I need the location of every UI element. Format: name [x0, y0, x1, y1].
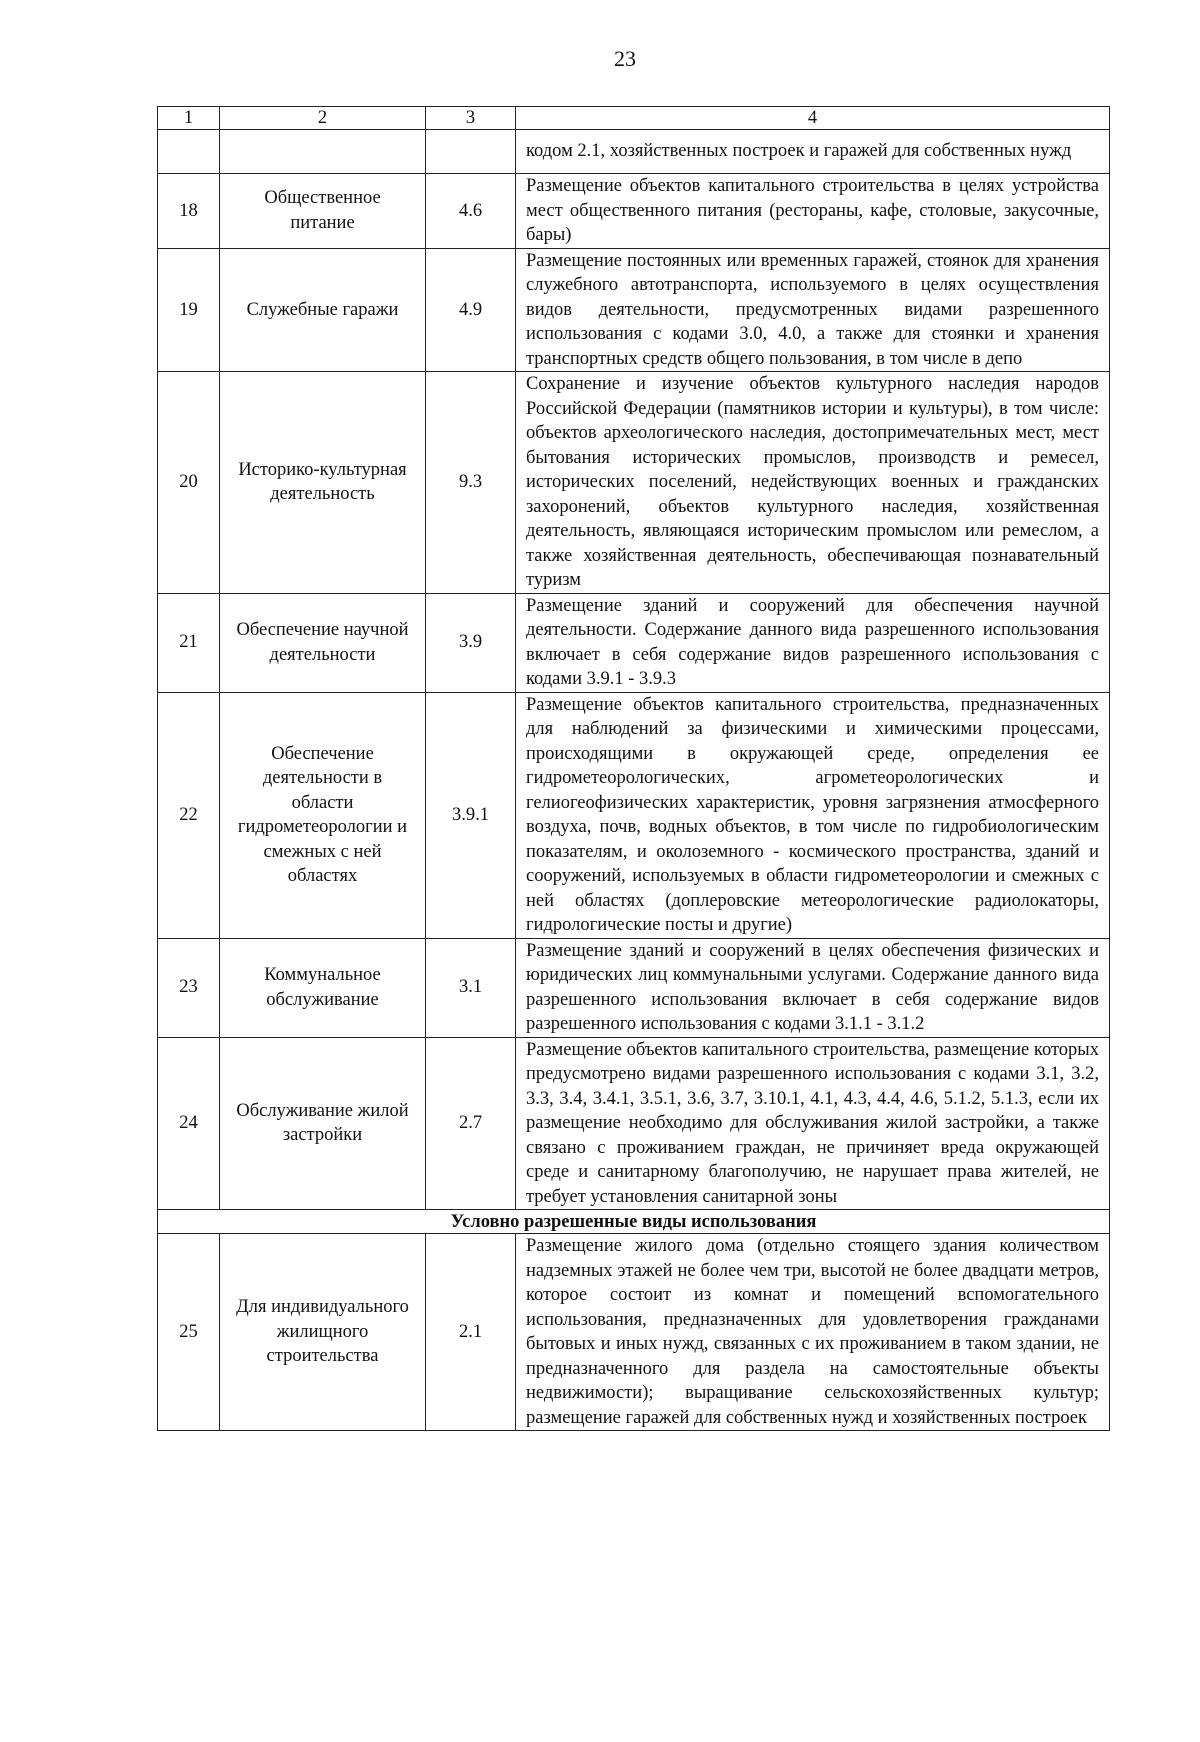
use-code: 3.1 — [426, 938, 516, 1037]
use-name: Для индивидуального жилищного строительства — [220, 1234, 426, 1431]
use-description: Размещение объектов капитального строительства, предназначенных для наблюдений за физическими и химическими процессами, происходящими в окружающей среде, определения ее гидрометеорологических, агрометеорологических и гелиогеофизических характеристик, уровня загрязнения атмосферного воздуха, почв, водных объектов, в том числе по гидробиологическим показателям, и околоземного - космического пространства, зданий и сооружений, используемых в области гидрометеорологии и смежных с ней областях (доплеровские метеорологические радиолокаторы, гидрологические посты и другие) — [516, 692, 1110, 938]
use-code: 4.6 — [426, 174, 516, 249]
land-use-table — [157, 106, 1110, 1431]
use-description: кодом 2.1, хозяйственных построек и гаражей для собственных нужд — [516, 130, 1110, 174]
use-name: Обеспечение научной деятельности — [220, 593, 426, 692]
table-row — [158, 248, 1110, 372]
row-number: 22 — [158, 692, 220, 938]
use-code: 4.9 — [426, 248, 516, 372]
use-name: Обслуживание жилой застройки — [220, 1037, 426, 1210]
use-name: Общественное питание — [220, 174, 426, 249]
section-title: Условно разрешенные виды использования — [158, 1210, 1110, 1234]
row-number: 18 — [158, 174, 220, 249]
row-number: 23 — [158, 938, 220, 1037]
table-row — [158, 692, 1110, 938]
row-number: 24 — [158, 1037, 220, 1210]
column-header: 1 — [158, 107, 220, 130]
table-header-row — [158, 107, 1110, 130]
use-code: 2.1 — [426, 1234, 516, 1431]
use-code: 3.9 — [426, 593, 516, 692]
use-name — [220, 130, 426, 174]
use-description: Размещение зданий и сооружений в целях обеспечения физических и юридических лиц коммунальными услугами. Содержание данного вида разрешенного использования включает в себя содержание видов разрешенного использования с кодами 3.1.1 - 3.1.2 — [516, 938, 1110, 1037]
column-header: 3 — [426, 107, 516, 130]
use-code — [426, 130, 516, 174]
section-row — [158, 1210, 1110, 1234]
use-code: 3.9.1 — [426, 692, 516, 938]
use-name: Коммунальное обслуживание — [220, 938, 426, 1037]
use-description: Размещение объектов капитального строительства в целях устройства мест общественного питания (рестораны, кафе, столовые, закусочные, бары) — [516, 174, 1110, 249]
table-row — [158, 174, 1110, 249]
table-row — [158, 1234, 1110, 1431]
use-name: Обеспечение деятельности в области гидрометеорологии и смежных с ней областях — [220, 692, 426, 938]
table-row — [158, 938, 1110, 1037]
table-row — [158, 593, 1110, 692]
table-row — [158, 1037, 1110, 1210]
row-number: 20 — [158, 372, 220, 594]
use-name: Историко-культурная деятельность — [220, 372, 426, 594]
page-number: 23 — [614, 46, 636, 71]
use-description: Размещение постоянных или временных гаражей, стоянок для хранения служебного автотранспорта, используемого в целях осуществления видов деятельности, предусмотренных видами разрешенного использования с кодами 3.0, 4.0, а также для стоянки и хранения транспортных средств общего пользования, в том числе в депо — [516, 248, 1110, 372]
table-row-continuation — [158, 130, 1110, 174]
column-header: 2 — [220, 107, 426, 130]
use-name: Служебные гаражи — [220, 248, 426, 372]
table-row — [158, 372, 1110, 594]
use-code: 2.7 — [426, 1037, 516, 1210]
use-description: Размещение зданий и сооружений для обеспечения научной деятельности. Содержание данного вида разрешенного использования включает в себя содержание видов разрешенного использования с кодами 3.9.1 - 3.9.3 — [516, 593, 1110, 692]
row-number: 25 — [158, 1234, 220, 1431]
row-number: 21 — [158, 593, 220, 692]
column-header: 4 — [516, 107, 1110, 130]
use-code: 9.3 — [426, 372, 516, 594]
use-description: Сохранение и изучение объектов культурного наследия народов Российской Федерации (памятников истории и культуры), в том числе: объектов археологического наследия, достопримечательных мест, мест бытования исторических промыслов, производств и ремесел, исторических поселений, недействующих военных и гражданских захоронений, объектов культурного наследия, хозяйственная деятельность, являющаяся историческим промыслом или ремеслом, а также хозяйственная деятельность, обеспечивающая познавательный туризм — [516, 372, 1110, 594]
use-description: Размещение жилого дома (отдельно стоящего здания количеством надземных этажей не более чем три, высотой не более двадцати метров, которое состоит из комнат и помещений вспомогательного использования, предназначенных для удовлетворения гражданами бытовых и иных нужд, связанных с их проживанием в таком здании, не предназначенного для раздела на самостоятельные объекты недвижимости); выращивание сельскохозяйственных культур; размещение гаражей для собственных нужд и хозяйственных построек — [516, 1234, 1110, 1431]
use-description: Размещение объектов капитального строительства, размещение которых предусмотрено видами разрешенного использования с кодами 3.1, 3.2, 3.3, 3.4, 3.4.1, 3.5.1, 3.6, 3.7, 3.10.1, 4.1, 4.3, 4.4, 4.6, 5.1.2, 5.1.3, если их размещение необходимо для обслуживания жилой застройки, а также связано с проживанием граждан, не причиняет вреда окружающей среде и санитарному благополучию, не нарушает права жителей, не требует установления санитарной зоны — [516, 1037, 1110, 1210]
row-number: 19 — [158, 248, 220, 372]
row-number — [158, 130, 220, 174]
